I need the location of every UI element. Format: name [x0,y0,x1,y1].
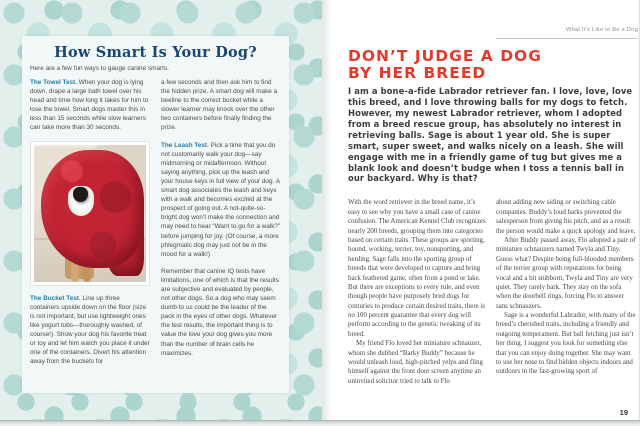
towel-test-paragraph [30,78,150,133]
running-head-rule [496,18,638,39]
leash-test-head: The Leash Test. [161,141,209,149]
towel-test-text: When your dog is lying down, drape a large bath towel over his head and time how long it takes for him to lose the towel. Smart dogs master this in less than 15 seconds while slow learners can take more than 30 seconds. [30,79,149,132]
right-page [322,0,640,426]
book-bottom-edge [0,420,640,426]
left-page-columns [30,78,281,374]
body-paragraph: With the word retriever in the breed name, it’s easy to see why you have a small case of canine confusion. The American Kennel Club recognizes nearly 200 breeds, grouping them into categories based on certain traits. These groups are sporting, hound, working, terrier, toy, nonsporting, and herding. Sage falls into the sporting group of breeds that were developed to capture and bring back feathered game, often from a pond or lake. But there are exceptions to every rule, and even though people have purposely bred dogs for centuries to produce certain desired traits, there is no 100 percent guarantee that every dog will perform according to the genetic tweaking of its breed. [348,199,486,338]
dog-photo [30,141,150,286]
bucket-test-head: The Bucket Test. [30,294,81,302]
chapter-title [348,48,638,82]
body-columns [348,198,638,386]
right-column [161,78,281,374]
chapter-title-line1: DON’T JUDGE A DOG [348,47,542,65]
lead-paragraph: I am a bone-a-fide Labrador retriever fan. I love, love, love this breed, and I love throwing balls for my dogs to fetch. However, my newest Labrador retriever, whom I adopted from a breed rescue group, has absolutely no interest in retrieving balls. Sage is about 1 year old. She is super smart, super sweet, and walks nicely on a leash. She will engage with me in a friendly game of tug but gives me a blank look and doesn’t budge when I toss a tennis ball in our backyard. Why is that? [348,86,633,184]
left-page-intro: Here are a few fun ways to gauge canine smarts. [30,65,169,72]
left-page-card [22,36,289,393]
iq-test-outro: Remember that canine IQ tests have limitations, one of which is that the results are subjective and evaluated by people, not other dogs. So a dog who may seem dumb to us could be the leader of the pack in the eyes of other dogs. Whatever the test results, the important thing is to value the love your dog gives you more than the number of brain cells he maximizes. [161,267,279,357]
chapter-title-line2: BY HER BREED [348,64,487,83]
leash-test-paragraph [161,141,281,259]
dog-nose [73,187,88,202]
red-towel [41,150,144,268]
body-paragraph: about adding new siding or switching cable companies. Buddy’s loud barks prevented the salesperson from giving his pitch, and as a result the person would make a quick apology and leave. [496,199,636,235]
running-head: What It’s Like to Be a Dog [565,27,638,33]
bucket-test-continued: a few seconds and then ask him to find the hidden prize. A smart dog will make a beeline to the correct bucket while a slower learner may knock over the other two containers before finally finding the prize. [161,79,278,132]
body-paragraph: Sage is a wonderful Labrador, with many of the breed’s cherished traits, including a friendly and outgoing temperament. But ball fetching just isn’t her thing. I suggest you look for something else that you can enjoy doing together. She may want to use her nose to find hidden objects indoors and outdoors in the fast-growing sport of [496,312,636,376]
leash-test-text: Pick a time that you do not customarily walk your dog—say midmorning or midafternoon. Without saying anything, pick up the leash and your house keys in full view of your dog. A smart dog associates the leash and keys with a walk and becomes excited at the prospect of going out. A not-quite-so-bright dog won’t make the connection and may need to hear “Want to go for a walk?” before jumping for joy. (Of course, a more phlegmatic dog may just not be in the mood for a walk!) [161,141,281,258]
towel-test-head: The Towel Test. [30,79,77,86]
left-page-title: How Smart Is Your Dog? [54,44,257,61]
body-column-2 [496,198,636,386]
bucket-test-paragraph [30,294,150,367]
dog-photo-scene [34,145,146,282]
body-column-1 [348,198,488,386]
body-paragraph: My friend Flo loved her miniature schnauzer, whom she dubbed “Barky Buddy” because he would unleash loud, high-pitched yelps and fling himself against the front door screen anytime an uninvited solicitor tried to talk to Flo [348,340,483,385]
left-column [30,78,150,374]
body-paragraph: After Buddy passed away, Flo adopted a pair of miniature schnauzers named Twyla and Tiny. Guess what? Despite being full-blooded members of the terrier group with reputations for being vocal and a bit stubborn, Twyla and Tiny are very quiet. They rarely bark. They stay on the sofa when the doorbell rings, forcing Flo to answer sans schnauzers. [496,236,636,310]
page-number: 19 [619,408,628,417]
bucket-test-text: Line up three containers upside down on the floor (size is not important, but use lightweight ones like yogurt tubs—thoroughly washed, of course!). Show your dog his favorite treat or toy and let him watch you place it under one of the containers. Divert his attention away from the buckets for [30,294,150,366]
